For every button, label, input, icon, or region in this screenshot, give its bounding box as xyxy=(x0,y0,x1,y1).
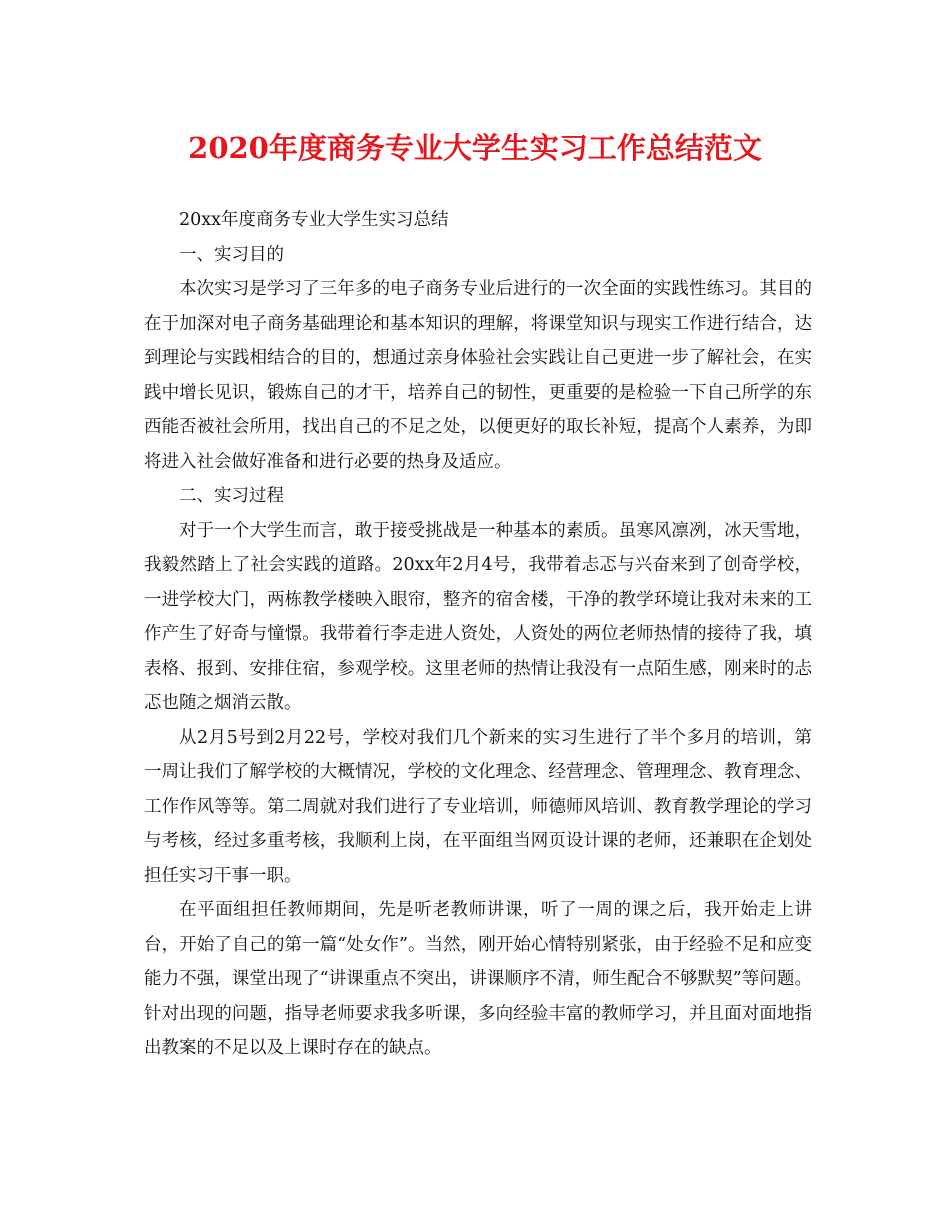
section-heading-process: 二、实习过程 xyxy=(179,486,284,506)
paragraph-subtitle: 20xx年度商务专业大学生实习总结 xyxy=(179,210,449,230)
document-title: 2020年度商务专业大学生实习工作总结范文 xyxy=(188,131,762,165)
section-heading-purpose: 一、实习目的 xyxy=(179,244,284,265)
paragraph-purpose: 本次实习是学习了三年多的电子商务专业后进行的一次全面的实践性练习。其目的在于加深对电子商务基础理论和基本知识的理解，将课堂知识与现实工作进行结合，达到理论与实践相结合的目的，想通过亲身体验社会实践让自己更进一步了解社会，在实践中增长见识，锻炼自己的才干，培养自己的韧性，更重要的是检验一下自己所学的东西能否被社会所用，找出自己的不足之处，以便更好的取长补短，提高个人素养，为即将进入社会做好准备和进行必要的热身及适应。 xyxy=(144,279,812,472)
paragraph-training: 从2月5号到2月22号，学校对我们几个新来的实习生进行了半个多月的培训，第一周让我们了解学校的大概情况，学校的文化理念、经营理念、管理理念、教育理念、工作作风等等。第二周就对我们进行了专业培训，师德师风培训、教育教学理论的学习与考核，经过多重考核，我顺利上岗，在平面组当网页设计课的老师，还兼职在企划处担任实习干事一职。 xyxy=(144,727,812,886)
paragraph-teaching: 在平面组担任教师期间，先是听老教师讲课，听了一周的课之后，我开始走上讲台，开始了自己的第一篇“处女作”。当然，刚开始心情特别紧张，由于经验不足和应变能力不强，课堂出现了“讲课重点不突出，讲课顺序不清，师生配合不够默契”等问题。针对出现的问题，指导老师要求我多听课，多向经验丰富的教师学习，并且面对面地指出教案的不足以及上课时存在的缺点。 xyxy=(144,900,812,1058)
paragraph-arrival: 对于一个大学生而言，敢于接受挑战是一种基本的素质。虽寒风凛冽，冰天雪地，我毅然踏上了社会实践的道路。20xx年2月4号，我带着忐忑与兴奋来到了创奇学校，一进学校大门，两栋教学楼映入眼帘，整齐的宿舍楼，干净的教学环境让我对未来的工作产生了好奇与憧憬。我带着行李走进人资处，人资处的两位老师热情的接待了我，填表格、报到、安排住宿，参观学校。这里老师的热情让我没有一点陌生感，刚来时的忐忑也随之烟消云散。 xyxy=(144,520,812,713)
document-body xyxy=(144,203,812,1066)
